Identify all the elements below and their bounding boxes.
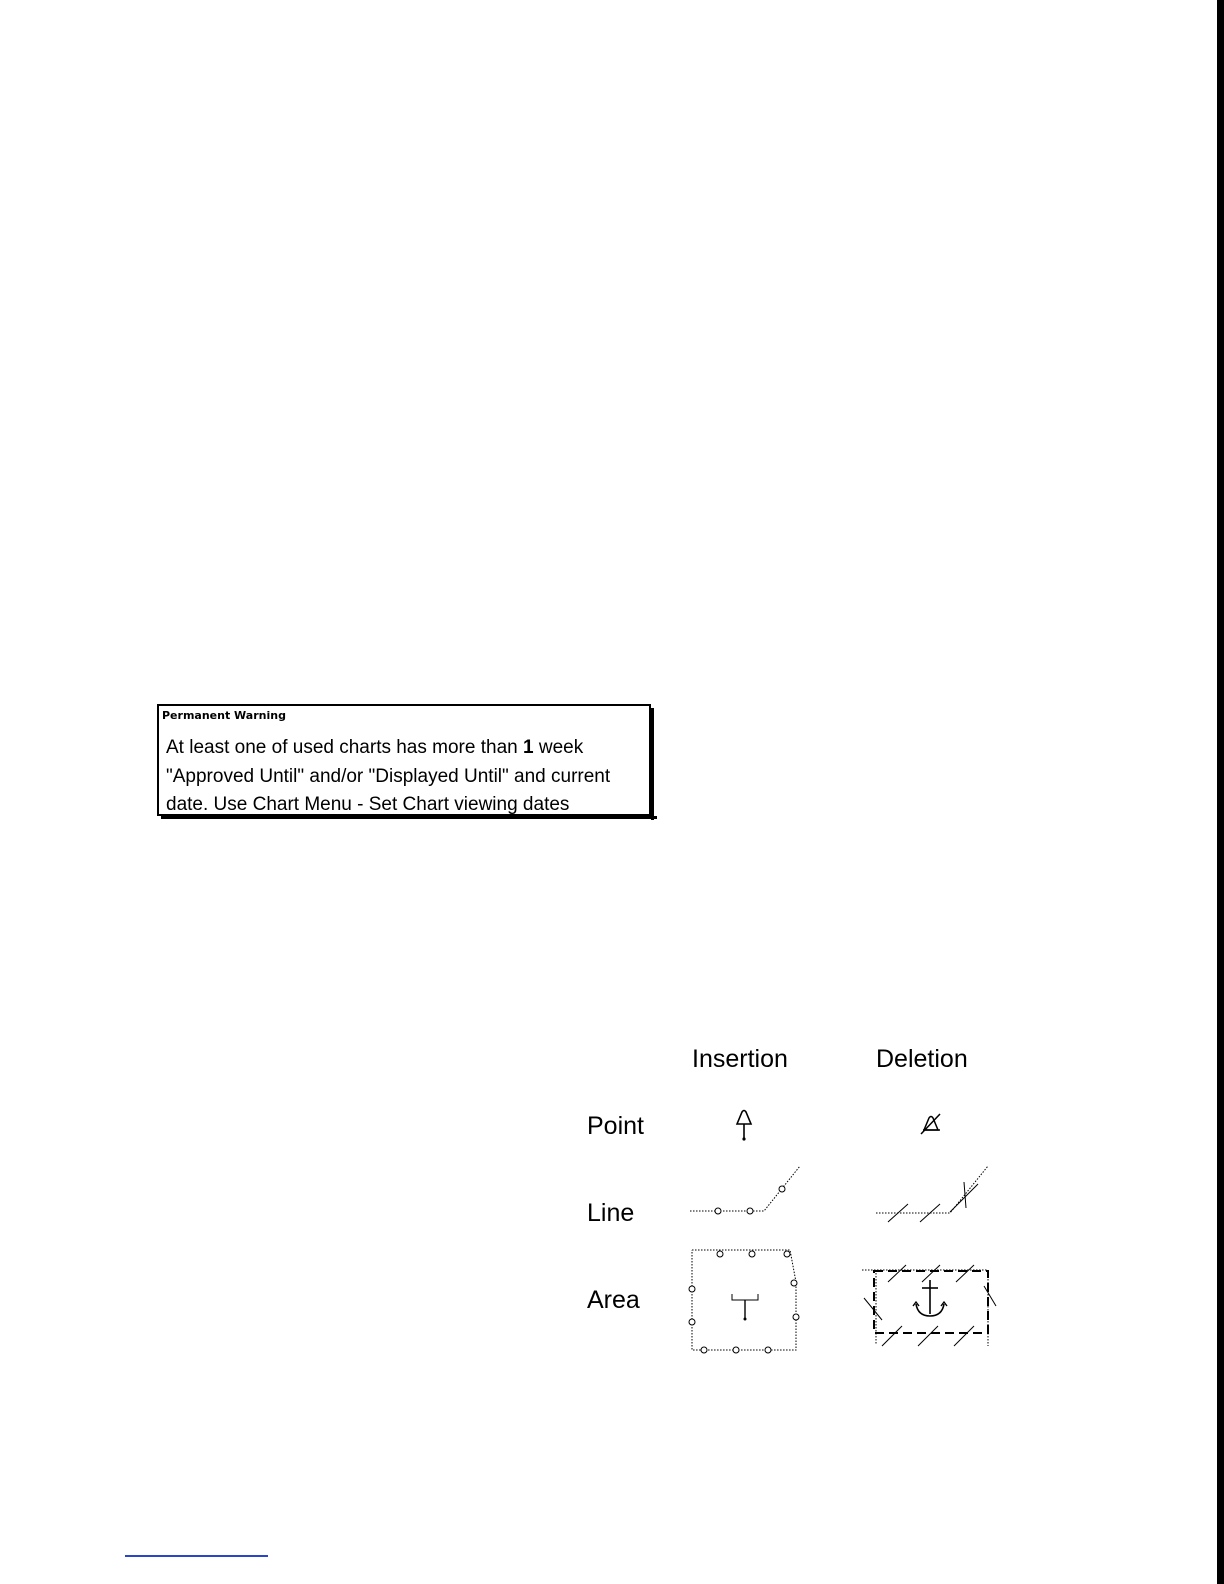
bell-buoy-deleted-icon — [916, 1110, 946, 1140]
warning-line-1 — [166, 737, 583, 759]
bell-buoy-icon — [730, 1106, 758, 1142]
warning-line-1-bold: 1 — [522, 737, 534, 758]
anchorage-area-deleted-icon — [860, 1262, 1000, 1356]
area-insertion-icon — [686, 1246, 806, 1358]
warning-line-2: "Approved Until" and/or "Displayed Until" and current — [166, 766, 611, 787]
line-insertion-icon — [688, 1162, 808, 1218]
warning-title: Permanent Warning — [162, 709, 286, 722]
warning-line-3: date. Use Chart Menu - Set Chart viewing dates — [166, 794, 570, 815]
row-header-area: Area — [587, 1286, 640, 1314]
row-header-line: Line — [587, 1199, 635, 1227]
footnote-separator — [125, 1555, 268, 1557]
column-header-insertion: Insertion — [692, 1045, 788, 1073]
column-header-deletion: Deletion — [876, 1045, 968, 1073]
warning-line-1-suffix: week — [533, 737, 584, 758]
line-deletion-icon — [874, 1162, 994, 1224]
warning-line-1-prefix: At least one of used charts has more than — [166, 737, 523, 758]
permanent-warning-box — [157, 704, 651, 816]
row-header-point: Point — [587, 1112, 644, 1140]
page-right-border — [1217, 0, 1224, 1584]
